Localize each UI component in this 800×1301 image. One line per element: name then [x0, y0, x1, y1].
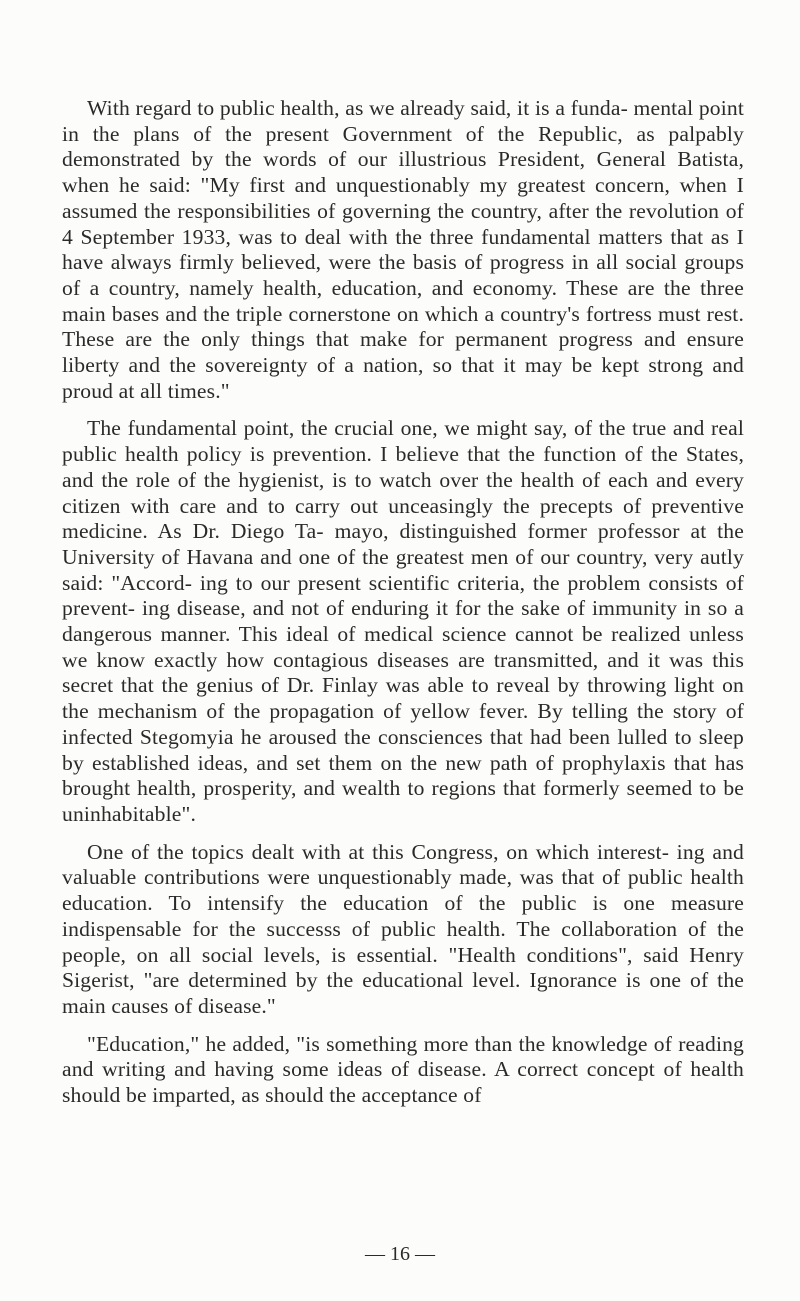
paragraph-president-quote: With regard to public health, as we already said, it is a funda- mental point in the plans of the present Government of the Republic, as palpably demonstrated by the words of our illustrious President, General Batista, when he said: "My first and unquestionably my greatest concern, when I assumed the responsibilities of governing the country, after the revolution of 4 September 1933, was to deal with the three fundamental matters that as I have always firmly believed, were the basis of progress in all social groups of a country, namely health, education, and economy. These are the three main bases and the triple cornerstone on which a country's fortress must rest. These are the only things that make for permanent progress and ensure liberty and the sovereignty of a nation, so that it may be kept strong and proud at all times.": [62, 96, 744, 403]
page-number: — 16 —: [365, 1243, 435, 1265]
body-text: [62, 96, 744, 1109]
paragraph-prevention: The fundamental point, the crucial one, we might say, of the true and real public health policy is prevention. I believe that the function of the States, and the role of the hygienist, is to watch over the health of each and every citizen with care and to carry out unceasingly the precepts of preventive medicine. As Dr. Diego Ta- mayo, distinguished former professor at the University of Havana and one of the greatest men of our country, very autly said: "Accord- ing to our present scientific criteria, the problem consists of prevent- ing disease, and not of enduring it for the sake of immunity in so a dangerous manner. This ideal of medical science cannot be realized unless we know exactly how contagious diseases are transmitted, and it was this secret that the genius of Dr. Finlay was able to reveal by throwing light on the mechanism of the propagation of yellow fever. By telling the story of infected Stegomyia he aroused the consciences that had been lulled to sleep by established ideas, and set them on the new path of prophylaxis that has brought health, prosperity, and wealth to regions that formerly seemed to be uninhabitable".: [62, 416, 744, 826]
paragraph-health-education: One of the topics dealt with at this Congress, on which interest- ing and valuable contributions were unquestionably made, was that of public health education. To intensify the education of the public is one measure indispensable for the successs of public health. The collaboration of the people, on all social levels, is essential. "Health conditions", said Henry Sigerist, "are determined by the educational level. Ignorance is one of the main causes of disease.": [62, 839, 744, 1018]
paragraph-education-quote: "Education," he added, "is something more than the knowledge of reading and writing and having some ideas of disease. A correct concept of health should be imparted, as should the acceptance of: [62, 1031, 744, 1108]
